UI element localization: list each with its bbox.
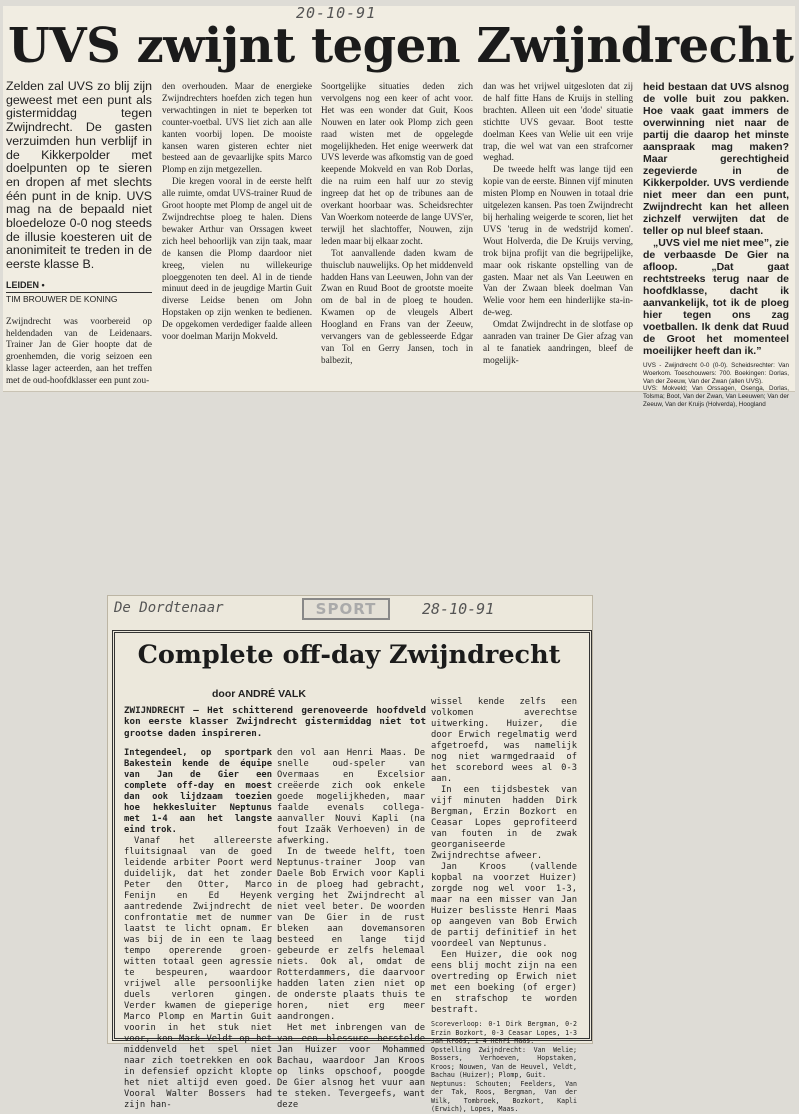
article2-match-facts <box>431 1020 577 1114</box>
match-facts-score: Scoreverloop: 0-1 Dirk Bergman, 0-2 Erzin Bozkort, 0-3 Ceasar Lopes, 1-3 Jan Kroos, 1-4 Henri Maas. <box>431 1020 577 1045</box>
article1-quote: „UVS viel me niet mee”, zie de verbaasde De Gier na afloop. „Dat gaat rechtstreeks terug naar de hoofdklasse, dacht ik aanvankelijk, tot ik de ploeg hier tegen ons zag voetballen. Ik denk dat Ruud de Groot het momenteel moeilijker heeft dan ik.” <box>643 237 789 357</box>
handwritten-publication: De Dordtenaar <box>114 600 224 616</box>
article2-paragraph: Een Huizer, die ook nog eens blij mocht zijn na een overtreding op Erwich niet met een boeking (of erger) en strafschop te worden bestraft. <box>431 950 577 1015</box>
article2-column-3 <box>431 697 577 1114</box>
article1-column-1 <box>6 80 152 387</box>
article2-intro: ZWIJNDRECHT — Het schitterend gerenoveerde hoofdveld kon eerste klasser Zwijndrecht gistermiddag niet tot grootse daden inspireren. <box>124 705 426 739</box>
article1-paragraph: den overhouden. Maar de energieke Zwijndrechters hoefden zich tegen hun verwachtingen in niet te beperken tot counter-voetbal. UVS liet zich aan alle kanten voorbij lopen. De mooiste kansen waren gisteren echter niet besteed aan de gevaarlijke spits Marco Plomp en zijn metgezellen. <box>162 81 312 175</box>
article2-paragraph: wissel kende zelfs een volkomen averechtse uitwerking. Huizer, die door Erwich regelmatig werd afgetroefd, was namelijk nog niet warmgedraaid of het scorebord wees al 0-3 aan. <box>431 697 577 784</box>
match-facts-lineup-home: Opstelling Zwijndrecht: Van Welie; Bossers, Verhoeven, Hopstaken, Kroos; Nouwen, Van de Heuvel, Veldt, Bachau (Huizer); Plomp, Guit. <box>431 1045 577 1079</box>
article1-column-4 <box>483 81 633 367</box>
article1-lead: Zelden zal UVS zo blij zijn geweest met een punt als gistermiddag tegen Zwijndrecht. De gasten verzuimden hun verblijf in de Kikkerpolder met doelpunten op te sieren en dropen af met slechts één punt in de knip. UVS mag na de bepaald niet bloedeloze 0-0 nog steeds de illusie koesteren uit de anonimiteit te treden in de eerste klasse B. <box>6 79 152 272</box>
article1-paragraph: De tweede helft was lange tijd een kopie van de eerste. Binnen vijf minuten misten Plomp en Nouwen in totaal drie uitgelezen kansen. Pas toen Zwijndrecht bij herhaling weigerde te scoren, liet het UVS 'terug in de wedstrijd komen'. Wout Holverda, die De Kruijs verving, trok bijna profijt van die begrijpelijke, maar ook riskante opstelling van de gasten. Maar net als Van Leeuwen en Van der Zwaan bleek doelman Van Welie voor hem een hinderlijke sta-in-de-weg. <box>483 164 633 318</box>
match-facts-lineup-away: Neptunus: Schouten; Feelders, Van der Tak, Roos, Bergman, Van der Wilk, Tombroek, Bozkort, Kapli (Erwich), Lopes, Maas. <box>431 1079 577 1113</box>
article1-paragraph: Omdat Zwijndrecht in de slotfase op aanraden van trainer De Gier afzag van al te fanatiek aandringen, bleef de mogelijk- <box>483 319 633 365</box>
sport-section-label: SPORT <box>302 598 390 620</box>
article1-column-5 <box>643 81 789 409</box>
article2-column-2 <box>277 748 425 1111</box>
article1-paragraph: Soortgelijke situaties deden zich vervolgens nog een keer of acht voor. Het was een wonder dat Guit, Koos Nouwen en later ook Plomp zich geen raad wisten met de opgelegde mogelijkheden. Het enige weerwerk dat UVS leverde was afkomstig van de goed keepende Mokveld en van Rob Dorlas, die na ruim een half uur zo stevig ingreep dat het op de tribunes aan de overkant hoorbaar was. Scheidsrechter Van Woerkom noteerde de lange UVS'er, terwijl het slachtoffer, Nouwen, zijn leden maar bij elkaar zocht. <box>321 81 473 246</box>
article2-author: door ANDRÉ VALK <box>212 688 306 700</box>
handwritten-date-1: 20-10-91 <box>296 4 377 22</box>
match-facts-lineup: UVS: Mokveld; Van Orssagen, Osenga, Dorlas, Tolsma; Boot, Van der Zwan, Van Leeuwen; Van der Zeeuw, Van der Kruijs (Holverda), Hoogland <box>643 385 789 408</box>
match-facts-result: UVS - Zwijndrecht 0-0 (0-0). Scheidsrechter: Van Woerkom. Toeschouwers: 700. Boekingen: Dorlas, Van der Zeeuw, Van der Zwan (allen UVS). <box>643 362 789 385</box>
article1-paragraph: Die kregen vooral in de eerste helft alle ruimte, omdat UVS-trainer Ruud de Groot hoopte met Plomp de angel uit de Zwijndrechtse ploeg te halen. Diens bewaker Arthur van Orssagen kweet zich heel behoorlijk van zijn taak, maar de kansen die Plomp daardoor niet kreeg, vielen nu willekeurige ploeggenoten ten deel. Al in de tiende minuut deed in de jeugdige Martin Guit diverse Leidse benen om John Hopstaken op zijn wenken te bedienen. De opgekomen verdediger faalde alleen voor doelman Marijn Mokveld. <box>162 176 312 342</box>
handwritten-date-2: 28-10-91 <box>422 600 495 618</box>
article1-paragraph: heid bestaan dat UVS alsnog de volle buit zou pakken. Hoe vaak gaat immers de overwinning niet naar de partij die daarop het minste aanspraak mag maken? Maar gerechtigheid zegevierde in de Kikkerpolder. UVS verdiende niet meer dan een punt, Zwijndrecht kan het alleen zichzelf verwijten dat de teller op nul bleef staan. <box>643 81 789 237</box>
article1-author: TIM BROUWER DE KONING <box>6 292 152 306</box>
headline-off-day: Complete off-day Zwijndrecht <box>137 640 561 670</box>
article2-paragraph: Het met inbrengen van de van een blessure herstelde Jan Huizer voor Mohammed Bachau, waardoor Jan Kroos op links opschoof, poogde De Gier alsnog het vuur aan te steken. Tevergeefs, want deze <box>277 1023 425 1110</box>
article1-paragraph: Zwijndrecht was voorbereid op heldendaden van de Leidenaars. Trainer Jan de Gier hoopte dat de groenhemden, die vorig seizoen een klasse lager acteerden, aan het treffen met de oud-hoofdklasser een punt zou- <box>6 315 152 386</box>
article1-match-facts <box>643 362 789 409</box>
article2-paragraph: In de tweede helft, toen Neptunus-trainer Joop van Daele Bob Erwich voor Kapli in de ploeg had gebracht, verging het Zwijndrecht al niet veel beter. De woorden van De Gier in de rust bleken aan dovemansoren besteed en lange tijd gebeurde er zelfs helemaal niets. Ook al, omdat de Rotterdammers, die daarvoor hadden laten zien niet op de onderste plaats thuis te horen, niet erg meer aandrongen. <box>277 847 425 1022</box>
article2-paragraph: Jan Kroos (vallende kopbal na voorzet Huizer) zorgde nog wel voor 1-3, maar na een misser van Jan Huizer beslisste Henri Maas op aangeven van Bob Erwich de partij definitief in het voordeel van Neptunus. <box>431 862 577 949</box>
article2-paragraph: In een tijdsbestek van vijf minuten hadden Dirk Bergman, Erzin Bozkort en Ceasar Lopes geprofiteerd van fouten in de zwak georganiseerde Zwijndrechtse afweer. <box>431 785 577 861</box>
article2-paragraph: den vol aan Henri Maas. De snelle oud-speler van Overmaas en Excelsior creëerde zich ook enkele goede mogelijkheden, maar faalde evenals collega-aanvaller Nouvi Kapli (na fout Izaäk Verhoeven) in de afwerking. <box>277 748 425 846</box>
article1-column-2 <box>162 81 312 343</box>
article2-column-1 <box>124 748 272 1111</box>
article1-column-3 <box>321 81 473 367</box>
article1-dateline: LEIDEN • <box>6 279 45 290</box>
headline-uvs: UVS zwijnt tegen Zwijndrecht <box>8 18 794 74</box>
article2-paragraph: Vanaf het allereerste fluitsignaal van de goed leidende arbiter Poort werd duidelijk, dat het zonder Peter den Otter, Marco Fenijn en Ed Heyenk aantredende Zwijndrecht de confrontatie met de nummer laatst te licht opnam. Er was bij de in een te laag tempo opererende groen-witten totaal geen agressie te bespeuren, waardoor vrijwel alle persoonlijke duels verloren gingen. Verder kwamen de gieperige Marco Plomp en Martin Guit voorin in het stuk niet voor, kon Mark Veldt op het middenveld het spel niet naar zich toetrekken en ook in defensief opzicht klopte het niet altijd even goed. Vooral Walter Bossers had zijn han- <box>124 836 272 1110</box>
article1-paragraph: Tot aanvallende daden kwam de thuisclub nauwelijks. Op het middenveld hadden Hans van Leeuwen, John van der Zwan en Ruud Boot de grootste moeite om de bal in de ploeg te houden. Kwamen op de vleugels Albert Hoogland en Frans van der Zeeuw, vervangers van de geblesseerde Edgar van Tol en Gerry Jansen, toch in balbezit, <box>321 247 473 365</box>
article2-paragraph: Integendeel, op sportpark Bakestein kende de équipe van Jan de Gier een complete off-day en moest dan ook lijdzaam toezien hoe hekkesluiter Neptunus met 1-4 aan het langste eind trok. <box>124 748 272 835</box>
article1-paragraph: dan was het vrijwel uitgesloten dat zij de half fitte Hans de Kruijs in stelling brachten. Alleen uit een 'dode' situatie stichtte UVS gevaar. Boot testte doelman Kees van Welie uit een vrije trap, die wel wat van een strafcorner weghad. <box>483 81 633 163</box>
